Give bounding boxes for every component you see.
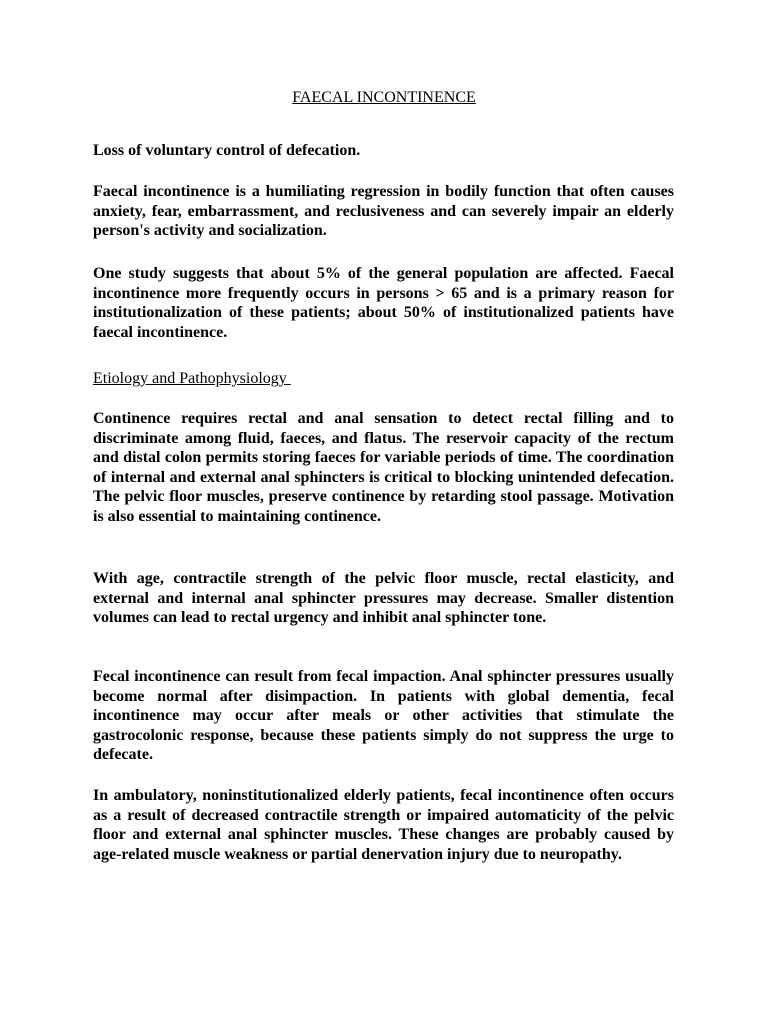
intro-paragraph-2: One study suggests that about 5% of the general population are affected. Faecal incontinence more frequently occurs in persons > 65 and is a primary reason for institutionalization of these patients; about 50% of institutionalized patients have faecal incontinence.	[93, 265, 674, 341]
document-title: FAECAL INCONTINENCE	[292, 89, 476, 106]
intro-paragraph-1: Faecal incontinence is a humiliating regression in bodily function that often causes anxiety, fear, embarrassment, and reclusiveness and can severely impair an elderly person's activity and socialization.	[93, 183, 674, 240]
definition-paragraph: Loss of voluntary control of defecation.	[93, 142, 361, 159]
section-paragraph-3: Fecal incontinence can result from fecal impaction. Anal sphincter pressures usually become normal after disimpaction. In patients with global dementia, fecal incontinence may occur after meals or other activities that stimulate the gastrocolonic response, because these patients simply do not suppress the urge to defecate.	[93, 668, 674, 764]
section-paragraph-2: With age, contractile strength of the pelvic floor muscle, rectal elasticity, and external and internal anal sphincter pressures may decrease. Smaller distention volumes can lead to rectal urgency and inhibit anal sphincter tone.	[93, 570, 674, 627]
section-paragraph-4: In ambulatory, noninstitutionalized elderly patients, fecal incontinence often occurs as a result of decreased contractile strength or impaired automaticity of the pelvic floor and external anal sphincter muscles. These changes are probably caused by age-related muscle weakness or partial denervation injury due to neuropathy.	[93, 787, 674, 863]
section-heading: Etiology and Pathophysiology	[93, 370, 291, 387]
section-paragraph-1: Continence requires rectal and anal sensation to detect rectal filling and to discriminate among fluid, faeces, and flatus. The reservoir capacity of the rectum and distal colon permits storing faeces for variable periods of time. The coordination of internal and external anal sphincters is critical to blocking unintended defecation. The pelvic floor muscles, preserve continence by retarding stool passage. Motivation is also essential to maintaining continence.	[93, 410, 674, 525]
